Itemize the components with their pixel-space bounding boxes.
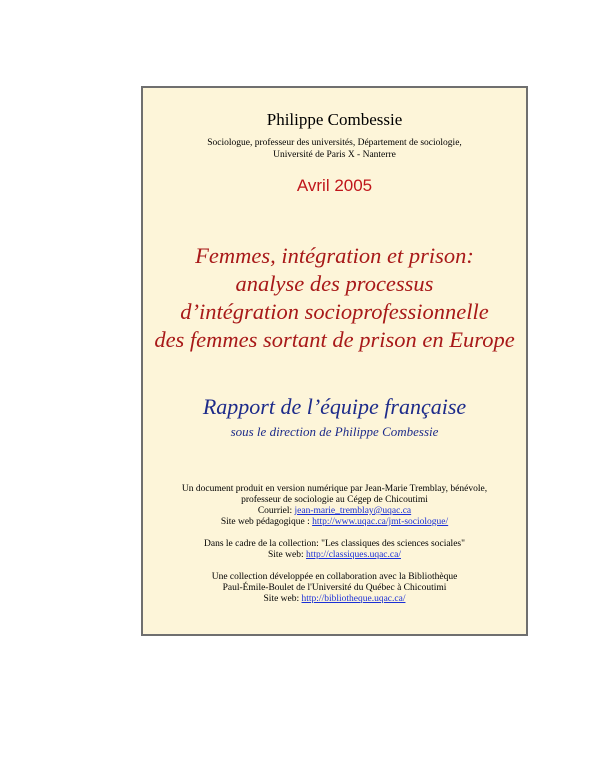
affiliation-line: Sociologue, professeur des universités, Département de sociologie, [207, 138, 462, 148]
title-line: des femmes sortant de prison en Europe [154, 327, 515, 352]
web-link[interactable]: http://www.uqac.ca/jmt-sociologue/ [312, 517, 449, 527]
library-web-label: Site web: [263, 594, 302, 604]
report-subtitle: Rapport de l’équipe française [202, 394, 467, 419]
collection-web-link[interactable]: http://classiques.uqac.ca/ [306, 550, 401, 560]
cover-page [141, 86, 528, 636]
collection-line: Dans le cadre de la collection: "Les classiques des sciences sociales" [204, 539, 465, 549]
report-direction: sous le direction de Philippe Combessie [230, 424, 439, 439]
web-label: Site web pédagogique : [220, 517, 313, 527]
email-line [143, 506, 526, 517]
collection-web-label: Site web: [268, 550, 306, 560]
publication-date: Avril 2005 [296, 176, 373, 195]
library-line: Une collection développée en collaboration avec la Bibliothèque [211, 572, 458, 582]
title-line: Femmes, intégration et prison: [195, 243, 474, 268]
author-name: Philippe Combessie [266, 110, 403, 129]
title-line: d’intégration socioprofessionnelle [180, 299, 489, 324]
credits-line: professeur de sociologie au Cégep de Chicoutimi [241, 495, 428, 505]
credits-block [143, 484, 526, 605]
author-affiliation [143, 137, 526, 161]
document-title [139, 242, 530, 354]
library-line: Paul-Émile-Boulet de l'Université du Québec à Chicoutimi [222, 583, 447, 593]
library-web-link[interactable]: http://bibliotheque.uqac.ca/ [301, 594, 406, 604]
collection-web-line [143, 550, 526, 561]
library-web-line [143, 594, 526, 605]
web-line [143, 517, 526, 528]
email-link[interactable]: jean-marie_tremblay@uqac.ca [294, 506, 412, 516]
title-line: analyse des processus [235, 271, 434, 296]
credits-line: Un document produit en version numérique par Jean-Marie Tremblay, bénévole, [181, 484, 488, 494]
affiliation-line: Université de Paris X - Nanterre [273, 150, 396, 160]
email-label: Courriel: [257, 506, 295, 516]
